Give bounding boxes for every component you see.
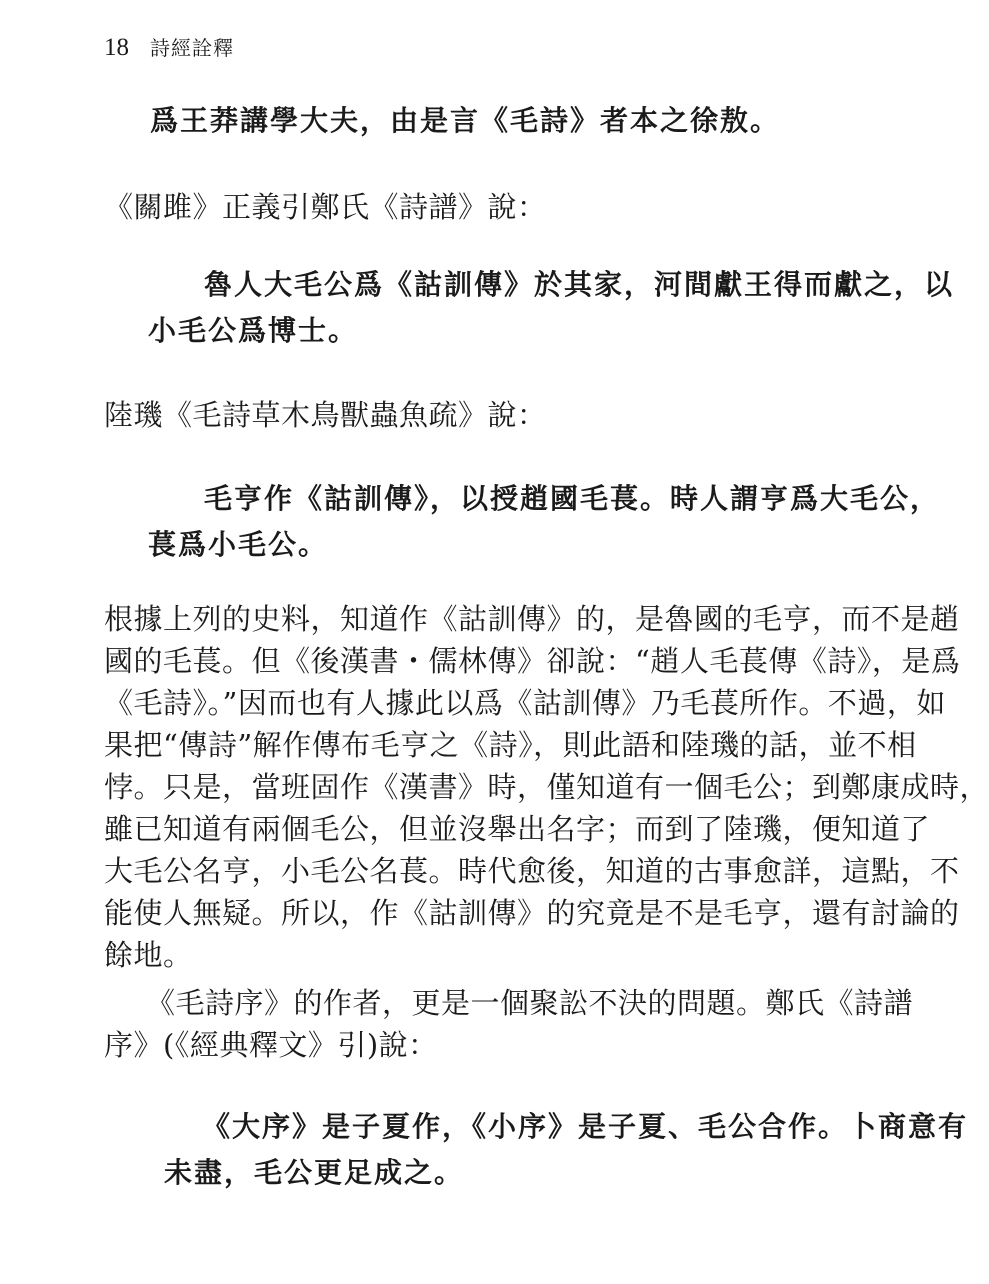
running-head [104, 32, 234, 65]
intro-lu-ji [104, 394, 547, 436]
quote-line: 爲王莽講學大夫，由是言《毛詩》者本之徐敖。 [150, 104, 781, 137]
page-number: 18 [104, 34, 129, 61]
block-quote-lu-ji [148, 476, 940, 568]
block-quote-daxu [150, 1104, 968, 1196]
quote-line: 魯人大毛公爲《詁訓傳》於其家，河間獻王得而獻之，以 [204, 268, 955, 301]
text-line: 根據上列的史料，知道作《詁訓傳》的，是魯國的毛亨，而不是趙 [104, 602, 960, 636]
quote-line: 《大序》是子夏作，《小序》是子夏、毛公合作。卜商意有 [202, 1110, 969, 1143]
quote-line: 小毛公爲博士。 [148, 314, 359, 347]
quote-line: 萇爲小毛公。 [148, 528, 329, 561]
text-line: 果把“傳詩”解作傳布毛亨之《詩》，則此語和陸璣的話，並不相 [104, 728, 917, 762]
text-line: 《毛詩序》的作者，更是一個聚訟不決的問題。鄭氏《詩譜 [146, 986, 914, 1020]
quote-line: 未盡，毛公更足成之。 [164, 1156, 465, 1189]
text-line: 餘地。 [104, 938, 193, 972]
text-line: 《關雎》正義引鄭氏《詩譜》說： [104, 190, 547, 224]
text-line: 陸璣《毛詩草木鳥獸蟲魚疏》說： [104, 398, 547, 432]
text-line: 《毛詩》。”因而也有人據此以爲《詁訓傳》乃毛萇所作。不過，如 [104, 686, 946, 720]
text-line: 悖。只是，當班固作《漢書》時，僅知道有一個毛公；到鄭康成時， [104, 770, 989, 804]
paragraph-maoshi-xu [104, 982, 913, 1066]
block-quote-zheng [148, 262, 954, 354]
book-title: 詩經詮釋 [150, 36, 234, 60]
block-quote-continuation [150, 98, 780, 144]
paragraph-analysis [104, 598, 989, 976]
text-line: 序》(《經典釋文》引)說： [104, 1028, 438, 1062]
intro-zheng-shipu [104, 186, 547, 228]
text-line: 國的毛萇。但《後漢書・儒林傳》卻說：“趙人毛萇傳《詩》，是爲 [104, 644, 961, 678]
text-line: 大毛公名亨，小毛公名萇。時代愈後，知道的古事愈詳，這點，不 [104, 854, 960, 888]
text-line: 能使人無疑。所以，作《詁訓傳》的究竟是不是毛亨，還有討論的 [104, 896, 960, 930]
text-line: 雖已知道有兩個毛公，但並沒舉出名字；而到了陸璣，便知道了 [104, 812, 931, 846]
quote-line: 毛亨作《詁訓傳》，以授趙國毛萇。時人謂亨爲大毛公， [204, 482, 941, 515]
